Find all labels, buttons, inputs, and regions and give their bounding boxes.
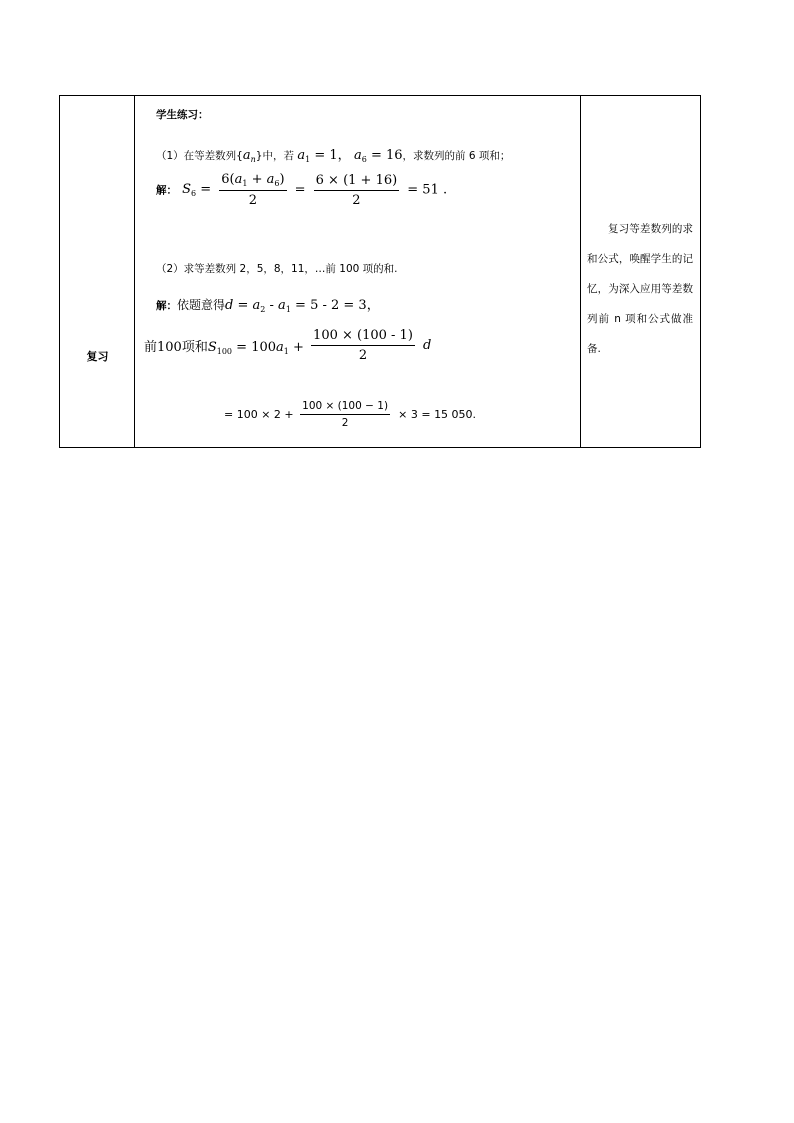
question-1: （1）在等差数列$\{a_n\}$中，若 $a_1 = 1$， $a_6 = 16$，求数列的前 6 项和； [156, 148, 511, 164]
design-intent-text: 复习等差数列的求和公式，唤醒学生的记忆，为深入应用等差数列前 n 项和公式做准备. [587, 223, 693, 355]
fraction-4: $\frac{100 \times (100 - 1)}{2}$ [302, 400, 389, 429]
solution-1: 解： $S_6$ = $\frac{6(a_1 + a_6)}{2}$ = $\frac{6 \times (1 + 16)}{2}$ = 51 . [156, 172, 448, 208]
fraction-3: $\frac{100 \times (100 - 1)}{2}$ [313, 328, 413, 363]
sum-formula-line: 前100项和$S_{100} = 100a_1$ + $\frac{100 \times (100 - 1)}{2}$ d [144, 328, 432, 363]
solution-2: 解：依题意得$d = a_2 - a_1 = 5 - 2 = 3$， [156, 298, 380, 314]
practice-heading: 学生练习： [156, 109, 209, 121]
design-intent-column [580, 96, 700, 447]
stage-label: 复习 [86, 350, 109, 363]
fraction-2: $\frac{6 \times (1 + 16)}{2}$ [315, 172, 398, 208]
lesson-table [59, 95, 701, 448]
question-2: （2）求等差数列 2，5，8，11，…前 100 项的和. [156, 263, 398, 275]
content-column [136, 96, 579, 447]
stage-column [60, 96, 135, 447]
fraction-1: $\frac{6(a_1 + a_6)}{2}$ [221, 172, 285, 208]
result-line: = 100 × 2 + $\frac{100 \times (100 - 1)}{2}$ × 3 = 15 050. [224, 400, 477, 429]
